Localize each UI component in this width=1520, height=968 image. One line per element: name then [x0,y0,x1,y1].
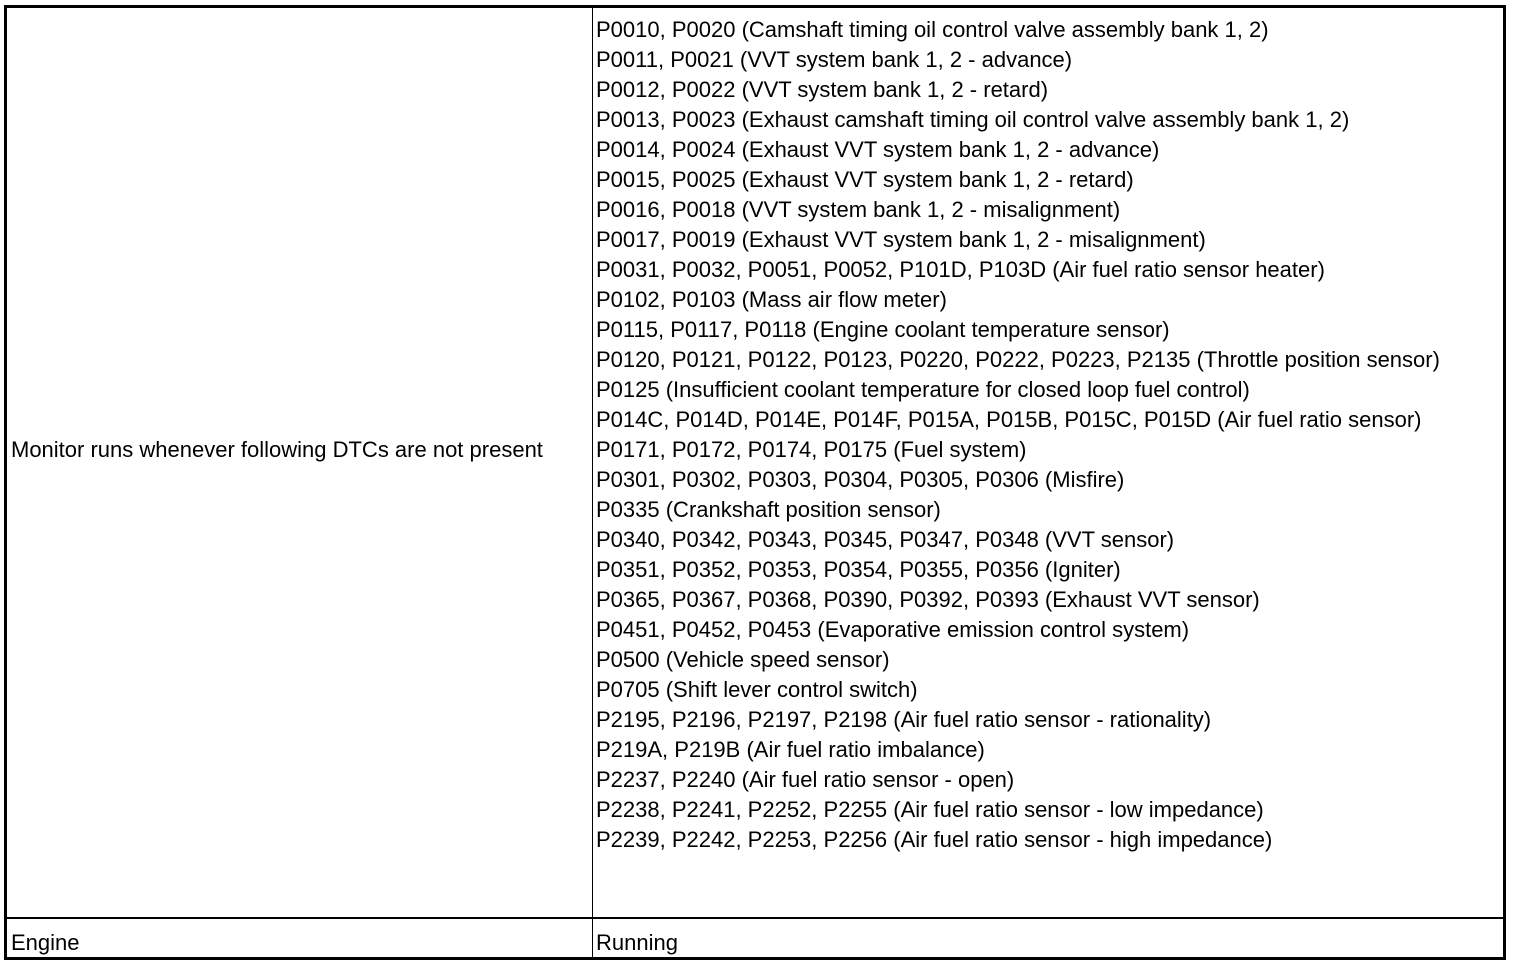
dtc-line: P219A, P219B (Air fuel ratio imbalance) [596,737,985,762]
dtc-line: P0120, P0121, P0122, P0123, P0220, P0222, P0223, P2135 (Throttle position sensor) [596,347,1440,372]
dtc-line: P0013, P0023 (Exhaust camshaft timing oil control valve assembly bank 1, 2) [596,107,1350,132]
engine-state-value: Running [596,930,678,955]
dtc-line: P0171, P0172, P0174, P0175 (Fuel system) [596,437,1027,462]
conditions-table [4,5,1506,960]
monitor-condition-label: Monitor runs whenever following DTCs are not present [11,437,543,462]
dtc-line: P0016, P0018 (VVT system bank 1, 2 - misalignment) [596,197,1121,222]
dtc-line: P0010, P0020 (Camshaft timing oil control valve assembly bank 1, 2) [596,17,1269,42]
dtc-line: P2238, P2241, P2252, P2255 (Air fuel ratio sensor - low impedance) [596,797,1264,822]
dtc-line: P0705 (Shift lever control switch) [596,677,918,702]
row-divider [7,917,1503,919]
dtc-line: P0365, P0367, P0368, P0390, P0392, P0393 (Exhaust VVT sensor) [596,587,1260,612]
dtc-line: P0014, P0024 (Exhaust VVT system bank 1, 2 - advance) [596,137,1160,162]
dtc-line: P0301, P0302, P0303, P0304, P0305, P0306 (Misfire) [596,467,1125,492]
column-divider [592,8,593,957]
engine-label: Engine [11,930,80,955]
dtc-line: P0115, P0117, P0118 (Engine coolant temperature sensor) [596,317,1170,342]
dtc-line: P2239, P2242, P2253, P2256 (Air fuel ratio sensor - high impedance) [596,827,1273,852]
dtc-line: P2195, P2196, P2197, P2198 (Air fuel ratio sensor - rationality) [596,707,1212,732]
dtc-line: P0102, P0103 (Mass air flow meter) [596,287,947,312]
dtc-line: P0351, P0352, P0353, P0354, P0355, P0356 (Igniter) [596,557,1121,582]
dtc-line: P0017, P0019 (Exhaust VVT system bank 1, 2 - misalignment) [596,227,1206,252]
dtc-line: P0125 (Insufficient coolant temperature for closed loop fuel control) [596,377,1250,402]
dtc-line: P0335 (Crankshaft position sensor) [596,497,941,522]
dtc-line: P0500 (Vehicle speed sensor) [596,647,890,672]
dtc-line: P0340, P0342, P0343, P0345, P0347, P0348 (VVT sensor) [596,527,1175,552]
dtc-list [596,15,1496,855]
dtc-line: P014C, P014D, P014E, P014F, P015A, P015B, P015C, P015D (Air fuel ratio sensor) [596,407,1422,432]
dtc-line: P0015, P0025 (Exhaust VVT system bank 1, 2 - retard) [596,167,1134,192]
dtc-line: P2237, P2240 (Air fuel ratio sensor - open) [596,767,1015,792]
dtc-line: P0451, P0452, P0453 (Evaporative emission control system) [596,617,1190,642]
dtc-line: P0012, P0022 (VVT system bank 1, 2 - retard) [596,77,1049,102]
dtc-line: P0011, P0021 (VVT system bank 1, 2 - advance) [596,47,1073,72]
dtc-line: P0031, P0032, P0051, P0052, P101D, P103D (Air fuel ratio sensor heater) [596,257,1325,282]
